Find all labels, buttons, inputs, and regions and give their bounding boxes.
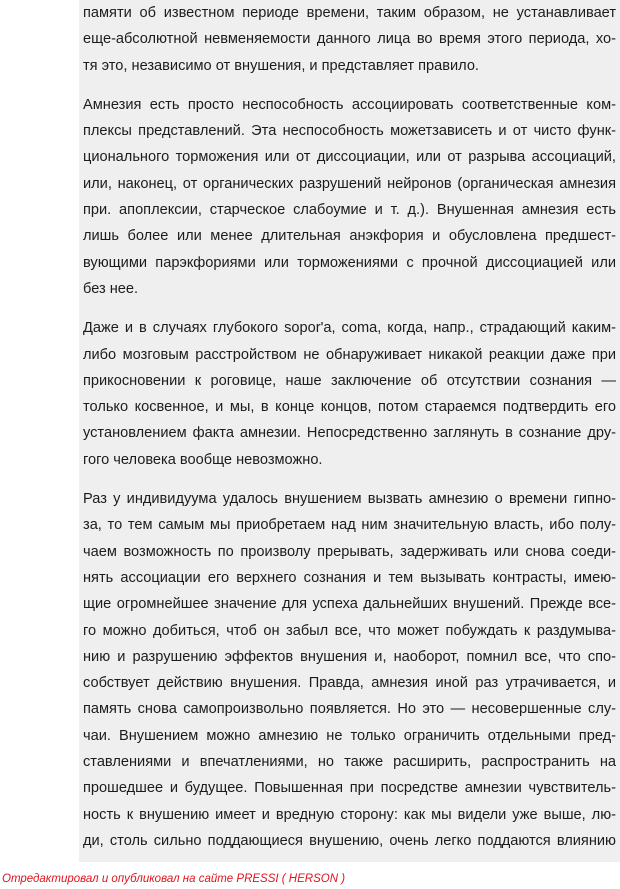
text-line: ставлениями и впечатлениями, но также расширить, распространить на	[83, 754, 616, 771]
text-line: щие огромнейшее значение для успеха дальнейших внушений. Прежде все-	[83, 596, 616, 613]
text-line: прикосновении к роговице, наше заключение об отсутствии сознания —	[83, 372, 616, 389]
text-line: памяти об известном периоде времени, таким образом, не устанавливает	[83, 5, 616, 21]
text-line: или, наконец, от органических разрушений нейронов (органическая амнезия	[83, 175, 616, 192]
text-line: плексы представлений. Эта неспособность можетзависеть и от чисто функ-	[83, 123, 616, 140]
text-line: либо мозговым расстройством не обнаруживает никакой реакции даже при	[83, 346, 616, 363]
text-line: только косвенное, и мы, в конце концов, потом стараемся подтвердить его	[83, 399, 616, 416]
paragraph	[83, 486, 616, 854]
text-line: чаем возможность по произволу прерывать, задерживать или снова соеди-	[83, 543, 616, 560]
paragraph	[83, 0, 616, 79]
text-line: Амнезия есть просто неспособность ассоциировать соответственные ком-	[83, 96, 616, 113]
paragraph-gap	[83, 79, 616, 92]
text-line: гого человека вообще невозможно.	[83, 451, 323, 468]
paragraph-gap	[83, 302, 616, 315]
text-line: установлением факта амнезии. Непосредственно заглянуть в сознание дру-	[83, 425, 616, 442]
text-line: при. апоплексии, старческое слабоумие и т. д.). Внушенная амнезия есть	[83, 202, 616, 219]
text-line: нию и разрушению эффектов внушения и, наоборот, помнил все, что спо-	[83, 648, 616, 665]
text-line: ность к внушению имеет и вредную сторону: как мы видели уже выше, лю-	[83, 806, 616, 823]
text-line: память снова самопроизвольно появляется. Но это — несовершенные слу-	[83, 701, 616, 718]
text-line: Даже и в случаях глубокого sopor'a, coma, когда, напр., страдающий каким-	[83, 320, 616, 337]
text-line: тя это, независимо от внушения, и представляет правило.	[83, 57, 479, 74]
text-line: го можно добиться, чтоб он забыл все, что может побуждать к раздумыва-	[83, 622, 616, 639]
text-line: вующими парэкфориями или торможениями с прочной диссоциацией или	[83, 254, 616, 271]
text-line: лишь более или менее длительная анэкфория и обусловлена предшест-	[83, 228, 616, 245]
publisher-footer-note: Отредактировал и опубликовал на сайте PRESSI ( HERSON )	[2, 873, 346, 885]
text-line: прошедшее и будущее. Повышенная при посредстве амнезии чувствитель-	[83, 780, 616, 797]
text-line: ди, столь сильно поддающиеся внушению, очень легко поддаются влиянию	[83, 832, 616, 849]
text-line: ционального торможения или от диссоциации, или от разрыва ассоциаций,	[83, 149, 616, 166]
text-line: Раз у индивидуума удалось внушением вызвать амнезию о времени гипно-	[83, 491, 616, 508]
paragraph	[83, 92, 616, 302]
text-line: собствует действию внушения. Правда, амнезия иной раз утрачивается, и	[83, 675, 616, 692]
text-line: нять ассоциации его верхнего сознания и тем вызывать контрасты, имею-	[83, 569, 616, 586]
paragraph	[83, 315, 616, 473]
text-line: без нее.	[83, 280, 139, 297]
paragraph-gap	[83, 473, 616, 486]
text-column	[79, 0, 620, 862]
text-line: чаи. Внушением можно амнезию не только ограничить отдельными пред-	[83, 727, 616, 744]
text-line: за, то тем самым мы приобретаем над ним значительную власть, ибо полу-	[83, 517, 616, 534]
text-line: еще-абсолютной невменяемости данного лица во время этого периода, хо-	[83, 31, 616, 48]
